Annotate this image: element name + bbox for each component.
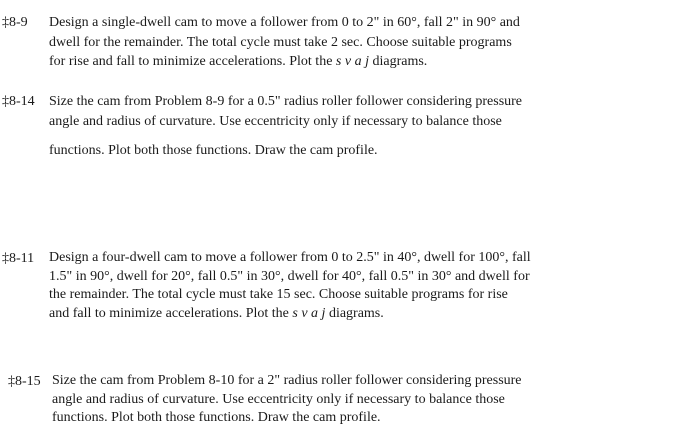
problem-line: the remainder. The total cycle must take 15 sec. Choose suitable programs for rise <box>49 287 508 302</box>
problem-line: Size the cam from Problem 8-10 for a 2" radius roller follower considering pressure <box>52 373 522 388</box>
problem-line: for rise and fall to minimize accelerations. Plot the s v a j diagrams. <box>49 54 428 69</box>
problem-text <box>49 249 609 323</box>
problem-text <box>49 13 609 72</box>
problem-text <box>49 92 609 161</box>
problem-number: ‡8-14 <box>2 94 35 109</box>
problem-line: Design a single-dwell cam to move a follower from 0 to 2" in 60°, fall 2" in 90° and <box>49 15 520 30</box>
problem-line: functions. Plot both those functions. Draw the cam profile. <box>52 410 381 425</box>
problem-line: dwell for the remainder. The total cycle must take 2 sec. Choose suitable programs <box>49 34 512 50</box>
problem-number: ‡8-15 <box>8 374 41 389</box>
problem-number: ‡8-9 <box>2 15 28 30</box>
problem-number: ‡8-11 <box>2 251 35 266</box>
problem-line: and fall to minimize accelerations. Plot the s v a j diagrams. <box>49 305 384 321</box>
problem-line: Size the cam from Problem 8-9 for a 0.5" radius roller follower considering pressure <box>49 94 523 109</box>
problem-line: 1.5" in 90°, dwell for 20°, fall 0.5" in 30°, dwell for 40°, fall 0.5" in 30° and dwell for <box>49 268 530 284</box>
problem-line: functions. Plot both those functions. Draw the cam profile. <box>49 143 378 158</box>
problem-line: angle and radius of curvature. Use eccentricity only if necessary to balance those <box>52 391 505 407</box>
problem-line: Design a four-dwell cam to move a follower from 0 to 2.5" in 40°, dwell for 100°, fall <box>49 250 531 265</box>
problem-text <box>52 372 612 428</box>
problem-line: angle and radius of curvature. Use eccentricity only if necessary to balance those <box>49 113 502 129</box>
